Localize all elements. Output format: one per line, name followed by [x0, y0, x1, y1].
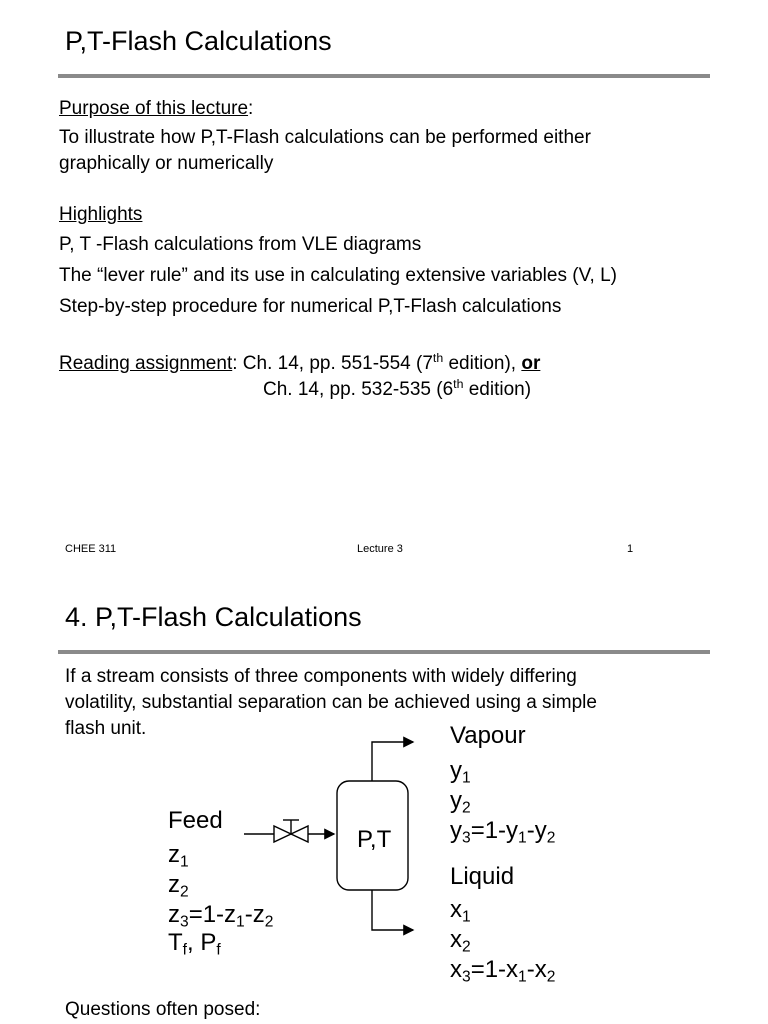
highlight-item-3: Step-by-step procedure for numerical P,T-Flash calculations — [59, 296, 562, 317]
feed-z3: $z_3=1-z_1-z_2$ — [168, 901, 274, 931]
purpose-text-line-1: To illustrate how P,T-Flash calculations can be performed either — [59, 127, 591, 148]
liquid-x3: $x_3=1-x_1-x_2$ — [450, 956, 556, 986]
feed-z1: $z_1$ — [168, 841, 189, 871]
vapour-label: Vapour — [450, 722, 526, 749]
valve-icon — [244, 820, 308, 842]
slide1-title: P,T-Flash Calculations — [65, 26, 332, 56]
questions-text: Questions often posed: — [65, 999, 261, 1020]
feed-tp: $T_f$, $P_f$ — [168, 929, 221, 959]
purpose-colon: : — [248, 98, 254, 119]
reading-sup-2: th — [453, 377, 464, 391]
highlights-heading: Highlights — [59, 204, 143, 225]
intro-line-3: flash unit. — [65, 718, 147, 739]
footer-lecture: Lecture 3 — [357, 543, 403, 555]
reading-text-1b: edition), — [443, 352, 522, 374]
purpose-heading: Purpose of this lecture — [59, 98, 249, 119]
liquid-label: Liquid — [450, 863, 515, 890]
reading-heading: Reading assignment — [59, 352, 233, 374]
vapour-y2: $y_2$ — [450, 787, 471, 817]
feed-label: Feed — [168, 807, 223, 834]
purpose-text-line-2: graphically or numerically — [59, 153, 274, 174]
highlight-item-2: The “lever rule” and its use in calculating extensive variables (V, L) — [59, 265, 617, 286]
reading-text-2b: edition) — [463, 378, 532, 400]
footer-page-number: 1 — [627, 543, 634, 555]
feed-z2: $z_2$ — [168, 871, 189, 901]
footer-course: CHEE 311 — [65, 543, 117, 555]
intro-line-1: If a stream consists of three components with widely differing — [65, 666, 577, 687]
intro-line-2: volatility, substantial separation can be achieved using a simple — [65, 692, 597, 713]
slide2-title: 4. P,T-Flash Calculations — [65, 602, 362, 632]
liquid-outlet-arrow — [372, 890, 413, 930]
reading-sup-1: th — [432, 351, 444, 365]
liquid-x2: $x_2$ — [450, 926, 471, 956]
liquid-x1: $x_1$ — [450, 896, 471, 926]
vapour-y3: $y_3=1-y_1-y_2$ — [450, 817, 556, 847]
vapour-outlet-arrow — [372, 742, 413, 781]
highlight-item-1: P, T -Flash calculations from VLE diagrams — [59, 234, 422, 255]
reading-text-2a: Ch. 14, pp. 532-535 (6 — [263, 378, 454, 400]
reading-or: or — [521, 352, 541, 374]
reading-text-1a: : Ch. 14, pp. 551-554 (7 — [232, 352, 433, 374]
vapour-y1: $y_1$ — [450, 757, 471, 787]
unit-label: P,T — [357, 826, 392, 853]
